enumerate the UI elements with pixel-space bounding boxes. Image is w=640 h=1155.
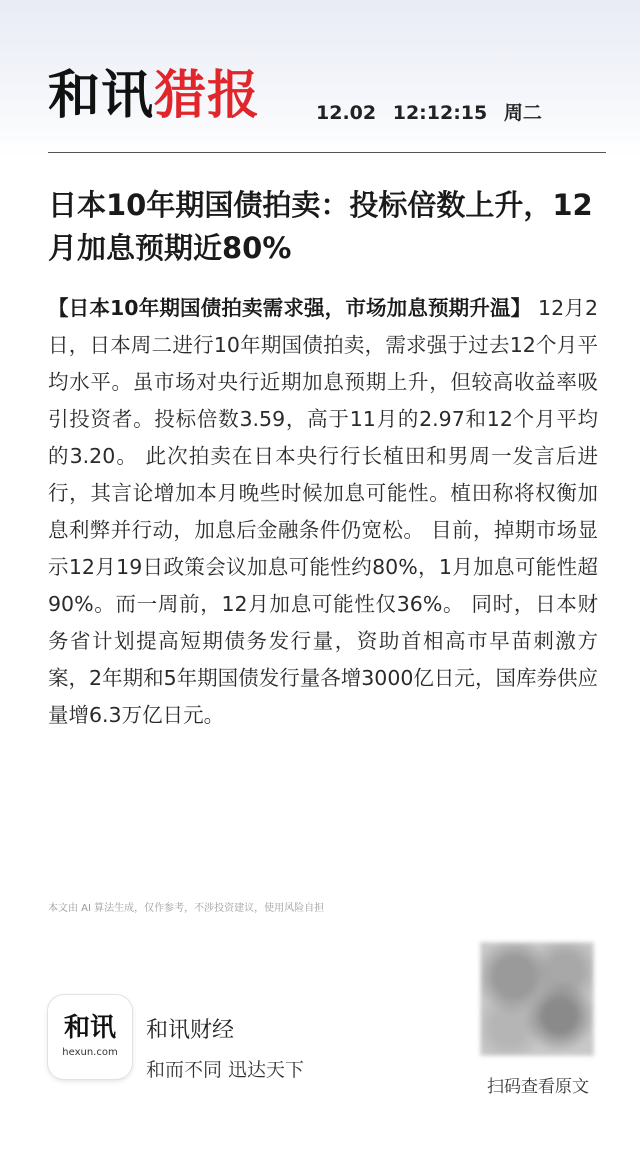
- brand-slogan: 和而不同 迅达天下: [146, 1059, 305, 1081]
- qr-caption: 扫码查看原文: [487, 1077, 589, 1097]
- hexun-app-icon: [48, 995, 132, 1079]
- ai-disclaimer: 本文由 AI 算法生成，仅作参考，不涉投资建议，使用风险自担: [48, 903, 325, 914]
- logo-hexun-text: 和讯: [48, 66, 155, 126]
- publish-date: 12.02: [316, 102, 377, 124]
- app-icon-logo: 和讯: [63, 1013, 116, 1043]
- publish-datetime: [316, 98, 552, 125]
- article-content: 12月2日，日本周二进行10年期国债拍卖，需求强于过去12个月平均水平。虽市场对央行近期加息预期上升，但较高收益率吸引投资者。投标倍数3.59，高于11月的2.97和12个月平均的3.20。 此次拍卖在日本央行行长植田和男周一发言后进行，其言论增加本月晚些时候加息可能性。植田称将权衡加息利弊并行动，加息后金融条件仍宽松。 目前，掉期市场显示12月19日政策会议加息可能性约80%，1月加息可能性超90%。而一周前，12月加息可能性仅36%。 同时，日本财务省计划提高短期债务发行量，资助首相高市早苗刺激方案，2年期和5年期国债发行量各增3000亿日元，国库券供应量增6.3万亿日元。: [48, 296, 598, 727]
- article-title: 日本10年期国债拍卖：投标倍数上升，12月加息预期近80%: [48, 188, 593, 265]
- qr-code[interactable]: [480, 942, 594, 1056]
- logo-liebao-text: 猎报: [154, 66, 261, 126]
- app-logo: [48, 64, 260, 128]
- article-lead: 【日本10年期国债拍卖需求强，市场加息预期升温】: [48, 296, 532, 320]
- app-icon-url: hexun.com: [62, 1047, 118, 1058]
- publish-weekday: 周二: [503, 102, 542, 124]
- publish-time: 12:12:15: [392, 102, 488, 124]
- header-divider: [48, 152, 606, 153]
- brand-name: 和讯财经: [146, 1018, 235, 1043]
- article-body: [48, 290, 598, 734]
